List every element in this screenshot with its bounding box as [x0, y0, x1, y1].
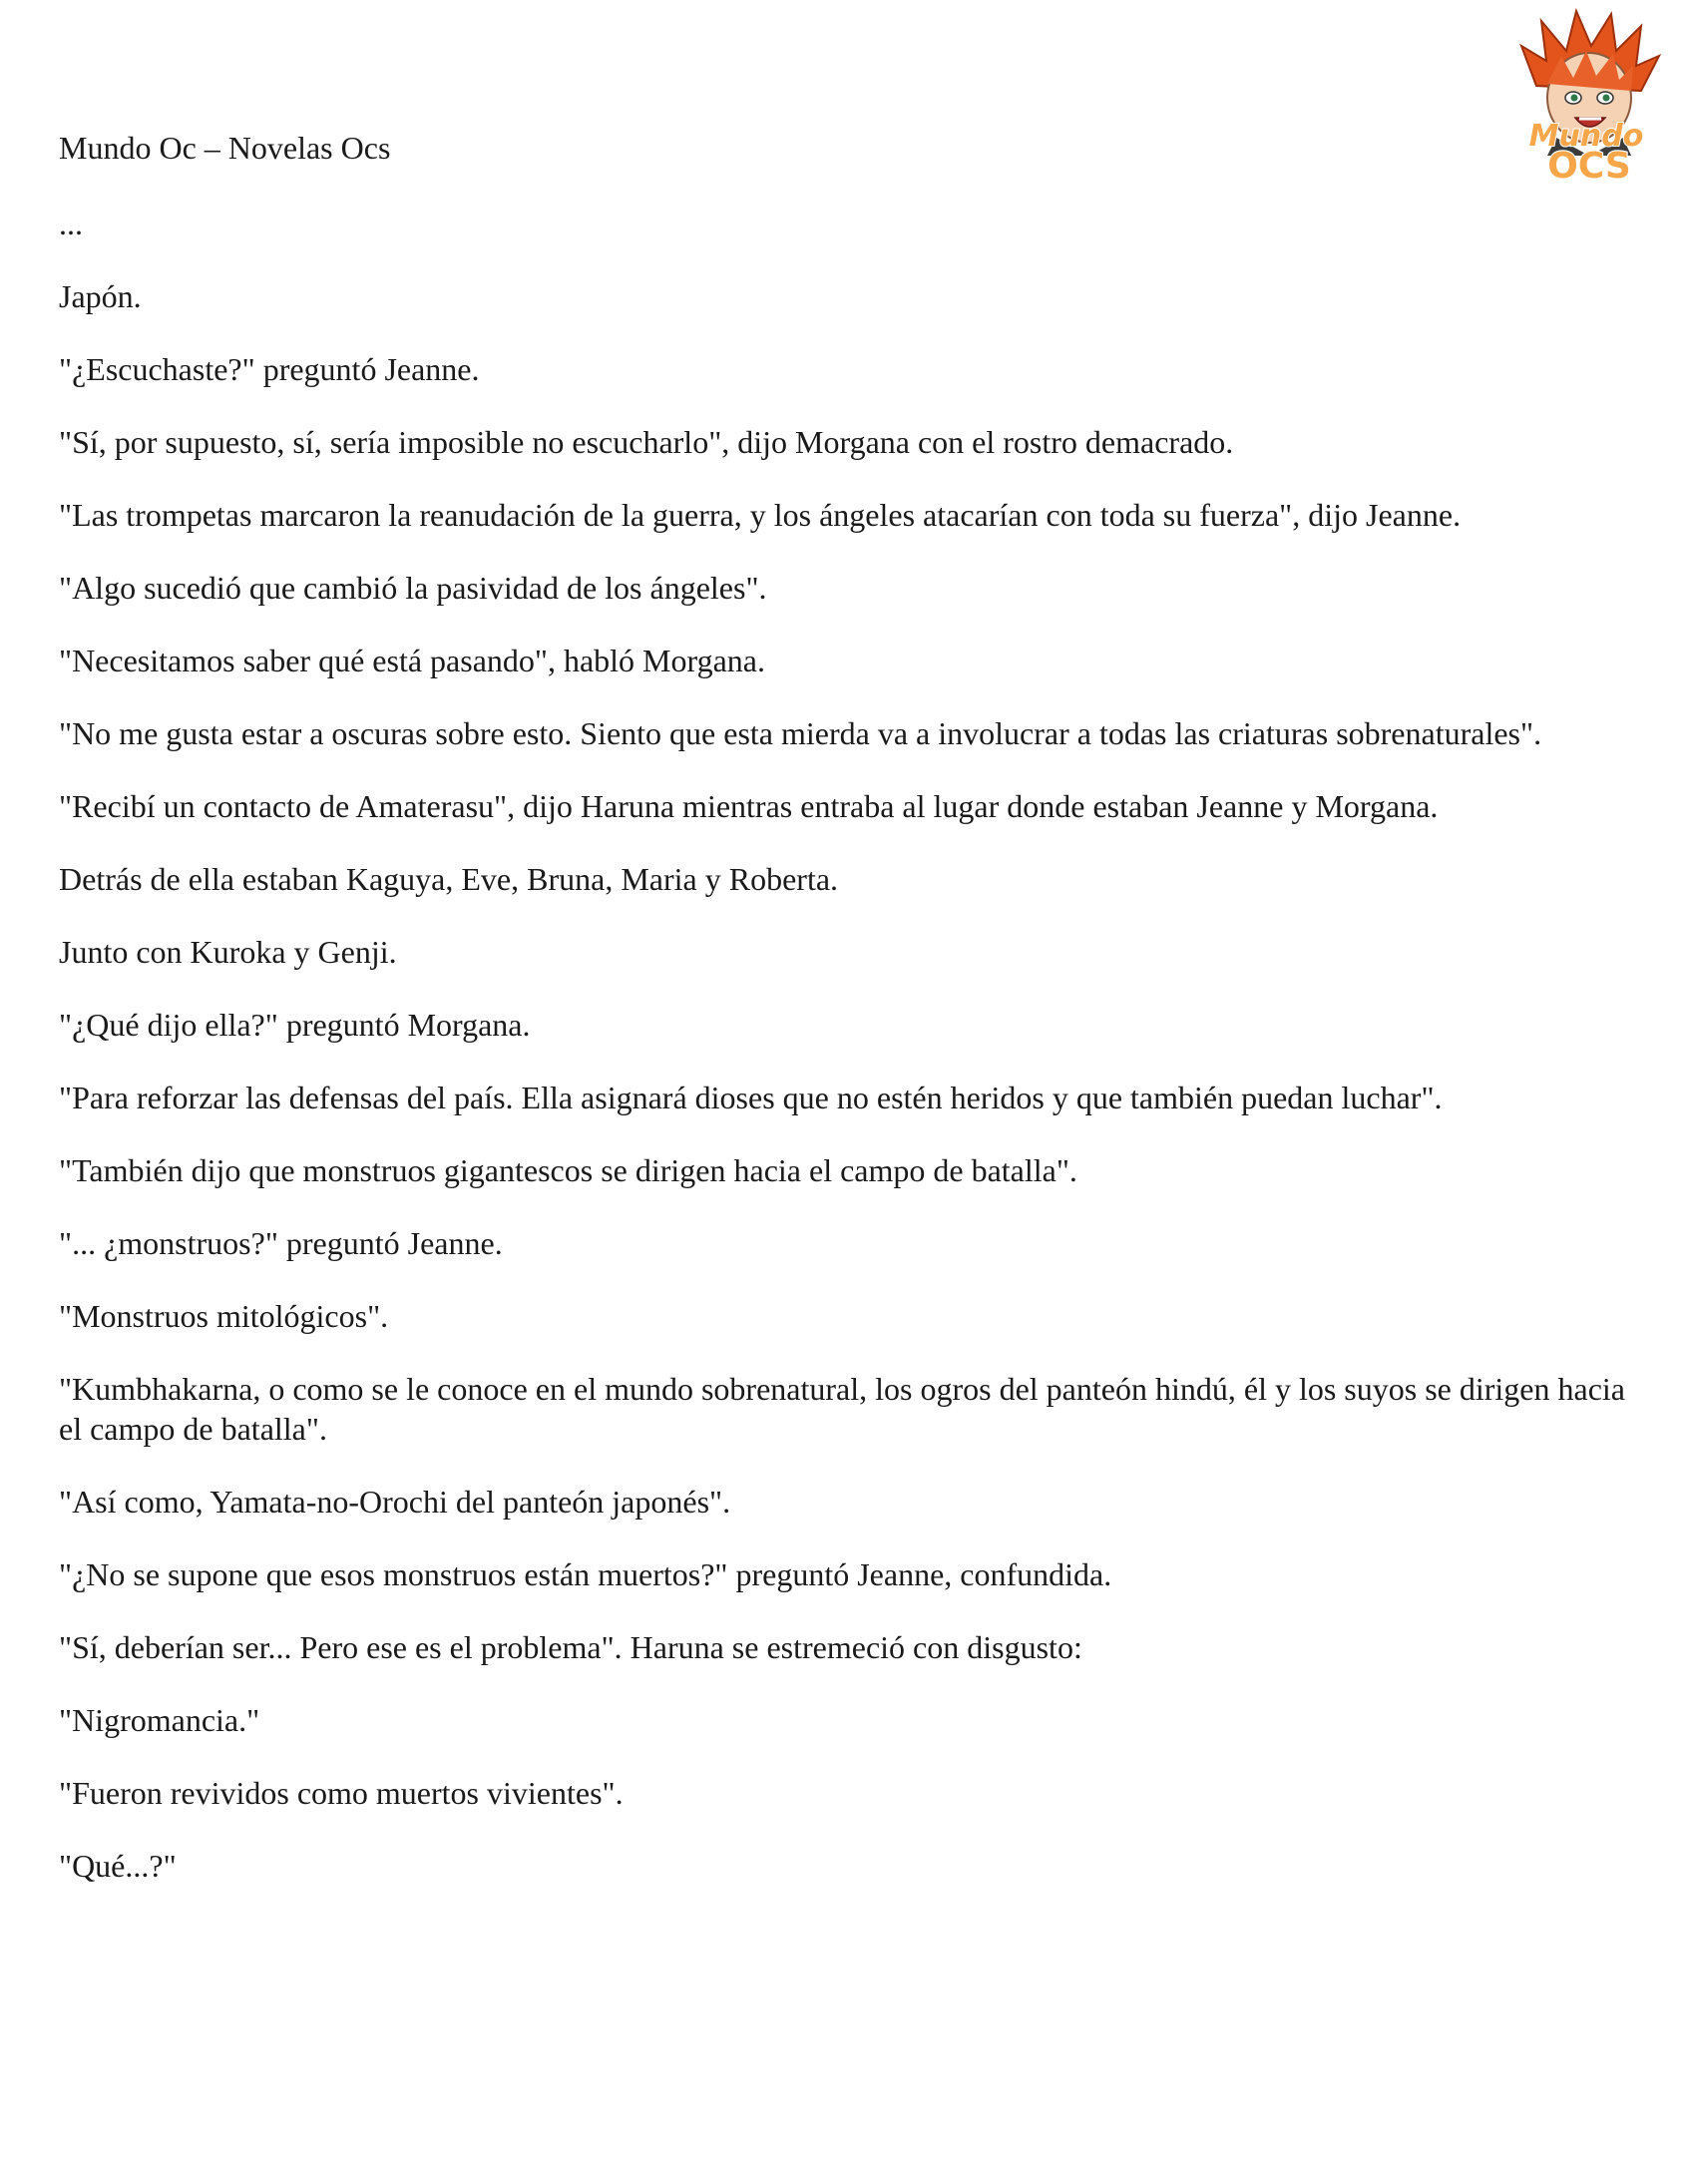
paragraph: "También dijo que monstruos gigantescos se dirigen hacia el campo de batalla". [59, 1152, 1077, 1188]
paragraph: "Algo sucedió que cambió la pasividad de los ángeles". [59, 570, 767, 606]
paragraph: "Monstruos mitológicos". [59, 1298, 389, 1334]
paragraph: "Necesitamos saber qué está pasando", habló Morgana. [59, 643, 765, 678]
paragraph: "¿No se supone que esos monstruos están muertos?" preguntó Jeanne, confundida. [59, 1556, 1112, 1592]
paragraph: "¿Escuchaste?" preguntó Jeanne. [59, 351, 480, 387]
paragraph: "Para reforzar las defensas del país. Ella asignará dioses que no estén heridos y que también puedan luchar". [59, 1080, 1443, 1115]
paragraph: ... [59, 206, 83, 241]
paragraph: "Las trompetas marcaron la reanudación de la guerra, y los ángeles atacarían con toda su fuerza", dijo Jeanne. [59, 497, 1462, 533]
paragraph: "Fueron revividos como muertos vivientes". [59, 1775, 624, 1811]
paragraph: Detrás de ella estaban Kaguya, Eve, Bruna, Maria y Roberta. [59, 861, 839, 897]
paragraph: "Recibí un contacto de Amaterasu", dijo Haruna mientras entraba al lugar donde estaban Jeanne y Morgana. [59, 788, 1439, 824]
paragraph: "Así como, Yamata-no-Orochi del panteón japonés". [59, 1484, 731, 1520]
paragraph: "Sí, deberían ser... Pero ese es el problema". Haruna se estremeció con disgusto: [59, 1629, 1082, 1665]
paragraph: "No me gusta estar a oscuras sobre esto. Siento que esta mierda va a involucrar a todas las criaturas sobrenaturales". [59, 715, 1542, 751]
mundo-ocs-logo [1501, 6, 1671, 186]
paragraph: Junto con Kuroka y Genji. [59, 934, 397, 970]
svg-text:OCS: OCS [1547, 146, 1631, 186]
paragraph: "¿Qué dijo ella?" preguntó Morgana. [59, 1007, 531, 1043]
document-body [59, 204, 1635, 1919]
paragraph: "Kumbhakarna, o como se le conoce en el mundo sobrenatural, los ogros del panteón hindú, él y los suyos se dirigen hacia el campo de batalla". [59, 1371, 1625, 1447]
paragraph: "... ¿monstruos?" preguntó Jeanne. [59, 1225, 503, 1261]
paragraph: "Qué...?" [59, 1848, 177, 1884]
paragraph: Japón. [59, 278, 142, 314]
svg-text:Mundo: Mundo [1528, 119, 1644, 154]
paragraph: "Nigromancia." [59, 1702, 260, 1738]
page-title: Mundo Oc – Novelas Ocs [59, 130, 391, 166]
paragraph: "Sí, por supuesto, sí, sería imposible no escucharlo", dijo Morgana con el rostro demacrado. [59, 424, 1234, 460]
